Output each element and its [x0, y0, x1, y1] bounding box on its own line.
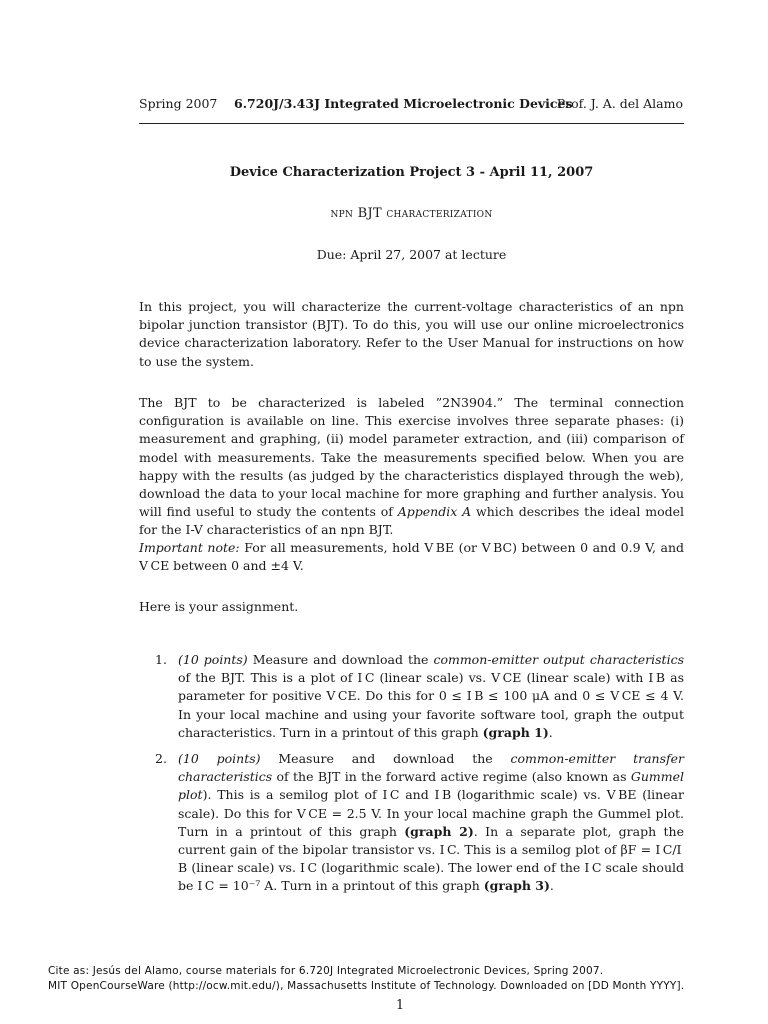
item-text: of the BJT in the forward active regime (also known as: [272, 769, 631, 785]
device-text: The BJT to be characterized is labeled ”2N3904.” The terminal connection configuration is available on line. This exercise involves three separate phases: (i) measurement and graphing, (ii) model parameter extraction, and (iii) comparison of model with measurements. Take the measurements specified below. When you are happy with the results (as judged by the characteristics displayed through the web), download the data to your local machine for more graphing and further analysis. You will find useful to study the contents of: [139, 395, 684, 520]
item-number: 1.: [155, 652, 167, 667]
important-note-text: For all measurements, hold V BE (or V BC) between 0 and 0.9 V, and V CE between 0 and ±4 V.: [139, 540, 684, 574]
item-points: (10 points): [178, 652, 248, 667]
header-term: Spring 2007: [139, 96, 218, 111]
citation-footer: [48, 964, 748, 994]
header-professor: Prof. J. A. del Alamo: [556, 96, 683, 111]
citation-line-1: Cite as: Jesús del Alamo, course materials for 6.720J Integrated Microelectronic Devices, Spring 2007.: [48, 965, 604, 977]
important-note: [139, 539, 684, 575]
device-paragraph: [139, 394, 684, 540]
item-text: Measure and download the: [260, 751, 511, 766]
due-date: Due: April 27, 2007 at lecture: [316, 247, 507, 262]
item-body: [178, 651, 684, 742]
citation-line-2: MIT OpenCourseWare (http://ocw.mit.edu/), Massachusetts Institute of Technology. Downloaded on [DD Month YYYY].: [48, 980, 685, 992]
device-text-end: which describes the ideal model for the I-V characteristics of an npn BJT.: [139, 504, 684, 538]
item-text: . In a separate plot, graph the current gain of the bipolar transistor vs. I C. This is a semilog plot of βF = I C/I B (linear scale) vs. I C (logarithmic scale). The lower end of the I C scale should be I C = 10⁻⁷ A. Turn in a printout of this graph: [178, 823, 685, 894]
item-emphasis: common-emitter output characteristics: [433, 652, 684, 667]
graph-label: (graph 1): [482, 724, 549, 740]
appendix-reference: Appendix A: [397, 504, 472, 520]
item-emphasis: common-emitter transfer characteristics: [178, 751, 684, 785]
important-note-label: Important note:: [139, 540, 240, 555]
item-text: .: [548, 724, 553, 740]
item-text: .: [549, 878, 554, 894]
assignment-item-1: [155, 651, 684, 742]
page-number: 1: [395, 998, 405, 1013]
document-title: Device Characterization Project 3 - April 11, 2007: [229, 165, 594, 180]
assignment-intro: Here is your assignment.: [139, 599, 299, 614]
assignment-item-2: [155, 750, 684, 896]
item-emphasis: Gummel plot: [178, 769, 684, 803]
header-divider: [139, 123, 684, 124]
intro-paragraph: In this project, you will characterize the current-voltage characteristics of an npn bipolar junction transistor (BJT). To do this, you will use our online microelectronics device characterization laboratory. Refer to the User Manual for instructions on how to use the system.: [139, 299, 684, 369]
header-course: 6.720J/3.43J Integrated Microelectronic Devices: [234, 96, 573, 111]
item-number: 2.: [155, 751, 167, 766]
item-points: (10 points): [178, 751, 261, 766]
item-text: Measure and download the: [247, 652, 434, 667]
item-text: ). This is a semilog plot of I C and I B (logarithmic scale) vs. V BE (linear scale). Do this for V CE = 2.5 V. In your local machine graph the Gummel plot. Turn in a printout of this graph: [178, 787, 684, 839]
graph-label: (graph 3): [483, 878, 550, 894]
page-header: [139, 94, 683, 116]
graph-label: (graph 2): [404, 823, 474, 839]
document-subtitle: npn BJT characterization: [330, 206, 493, 221]
item-text: of the BJT. This is a plot of I C (linear scale) vs. V CE (linear scale) with I B as parameter for positive V CE. Do this for 0 ≤ I B ≤ 100 μA and 0 ≤ V CE ≤ 4 V. In your local machine and using your favorite software tool, graph the output characteristics. Turn in a printout of this graph: [178, 670, 684, 740]
item-body: [178, 750, 684, 896]
